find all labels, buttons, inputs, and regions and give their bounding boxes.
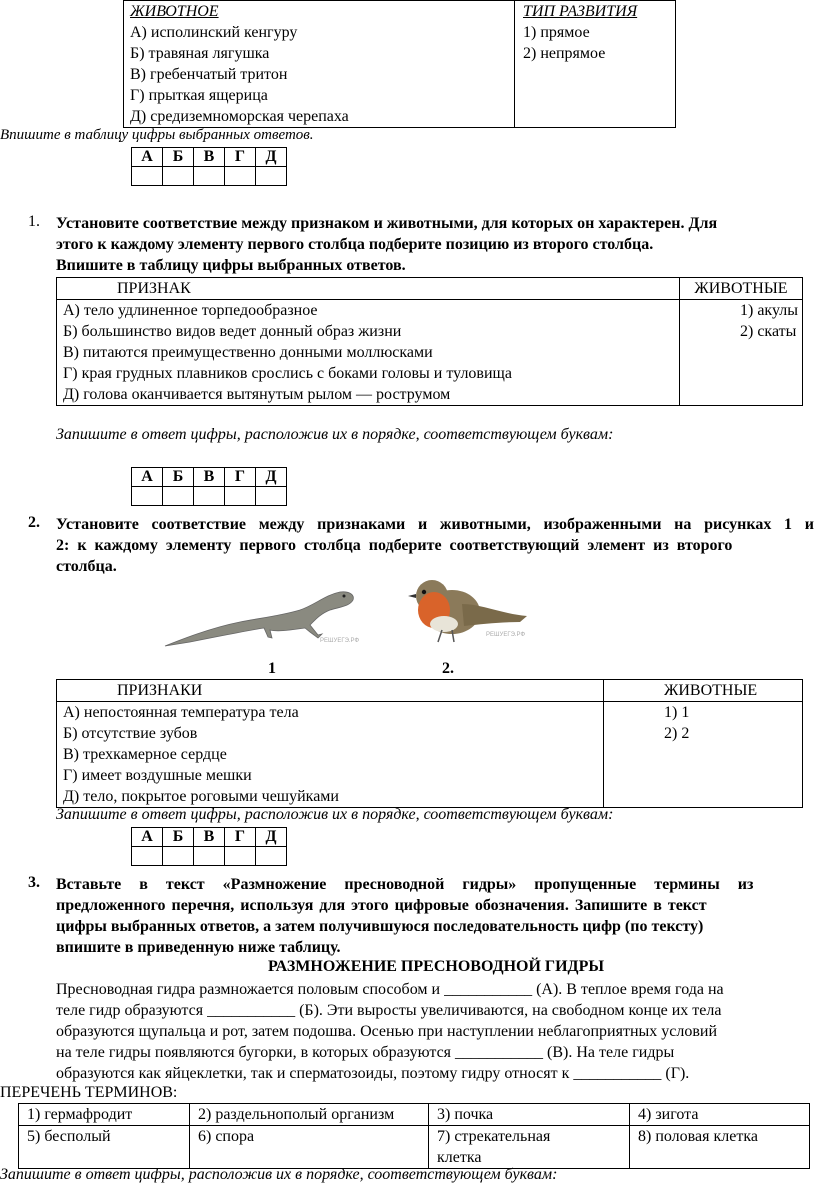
question-number: 2.	[28, 514, 40, 531]
animals-column	[679, 300, 802, 406]
term-cell: 3) почка	[429, 1104, 630, 1126]
feature-item: Г) имеет воздушные мешки	[63, 767, 252, 784]
features-header: ПРИЗНАКИ	[57, 680, 604, 702]
answer-cell[interactable]	[256, 167, 287, 186]
image-label-2: 2.	[442, 660, 454, 677]
passage-title: РАЗМНОЖЕНИЕ ПРЕСНОВОДНОЙ ГИДРЫ	[267, 958, 605, 975]
development-type-header: ТИП РАЗВИТИЯ	[523, 3, 638, 20]
question-line: цифры выбранных ответов, а затем получившуюся последовательность цифр (по тексту)	[56, 918, 704, 935]
features-column	[57, 300, 680, 406]
question-number: 1.	[28, 213, 40, 230]
term-cell: 1) гермафродит	[19, 1104, 190, 1126]
answer-letter: Б	[163, 148, 194, 167]
animals-column	[604, 702, 803, 808]
term-cell: 4) зигота	[630, 1104, 810, 1126]
feature-header: ПРИЗНАК	[57, 278, 680, 300]
question-text	[56, 514, 814, 577]
animals-header: ЖИВОТНЫЕ	[604, 680, 803, 702]
term-cell: 6) спора	[190, 1126, 429, 1169]
answer-letter: Г	[225, 148, 256, 167]
answer-letter: А	[132, 148, 163, 167]
answer-cell[interactable]	[225, 487, 256, 506]
answer-cell[interactable]	[163, 487, 194, 506]
answer-cell[interactable]	[225, 167, 256, 186]
animal-header: ЖИВОТНОЕ	[130, 3, 219, 20]
answer-cell[interactable]	[132, 847, 163, 866]
question-line: Установите соответствие между признаками и животными, изображенными на рисунках 1 и	[56, 516, 814, 533]
answer-cell[interactable]	[256, 487, 287, 506]
answer-cell[interactable]	[132, 167, 163, 186]
instruction-text: Впишите в таблицу цифры выбранных ответов.	[0, 127, 314, 143]
image-label-1: 1	[268, 660, 276, 677]
feature-item: Д) голова оканчивается вытянутым рылом — рострумом	[63, 386, 451, 403]
answer-letter: А	[132, 828, 163, 847]
question-text	[56, 874, 814, 958]
question-line: предложенного перечня, используя для этого цифровые обозначения. Запишите в текст	[56, 897, 707, 914]
term-cell: 8) половая клетка	[630, 1126, 810, 1169]
question-number: 3.	[28, 874, 40, 891]
feature-item: А) непостоянная температура тела	[63, 704, 299, 721]
answer-instruction: Запишите в ответ цифры, расположив их в порядке, соответствующем буквам:	[56, 806, 614, 823]
animal-item: Б) травяная лягушка	[130, 45, 270, 62]
answer-letter: Д	[256, 148, 287, 167]
answer-letter: А	[132, 468, 163, 487]
answer-cell[interactable]	[163, 847, 194, 866]
development-type-column	[515, 1, 676, 128]
question-line: впишите в приведенную ниже таблицу.	[56, 939, 341, 956]
terms-table	[18, 1103, 810, 1169]
features-column	[57, 702, 604, 808]
animal-item: Г) прыткая ящерица	[130, 87, 268, 104]
feature-item: Г) края грудных плавников срослись с боками головы и туловища	[63, 365, 512, 382]
answer-table	[131, 147, 287, 186]
answer-letter: В	[194, 828, 225, 847]
feature-item: Д) тело, покрытое роговыми чешуйками	[63, 788, 339, 805]
question-line: 2: к каждому элементу первого столбца подберите соответствующий элемент из второго	[56, 537, 733, 554]
animal-column	[124, 1, 515, 128]
animal-option: 2) 2	[664, 725, 690, 742]
feature-item: В) питаются преимущественно донными моллюсками	[63, 344, 433, 361]
watermark: РЕШУЕГЭ.РФ	[320, 638, 360, 644]
question-line: Вставьте в текст «Размножение пресноводной гидры» пропущенные термины из	[56, 876, 754, 893]
passage-line: теле гидр образуются ___________ (Б). Эти выросты увеличиваются, на свободном конце их тела	[56, 1002, 722, 1019]
question-line: Установите соответствие между признаком и животными, для которых он характерен. Для	[56, 215, 718, 232]
animal-option: 1) акулы	[739, 302, 798, 319]
term-cell: 5) бесполый	[19, 1126, 190, 1169]
robin-image	[402, 574, 532, 644]
term-cell: 2) раздельнополый организм	[190, 1104, 429, 1126]
question-text	[56, 213, 814, 276]
answer-cell[interactable]	[225, 847, 256, 866]
answer-letter: Г	[225, 468, 256, 487]
answer-letter: Б	[163, 468, 194, 487]
answer-letter: Г	[225, 828, 256, 847]
development-type-item: 1) прямое	[523, 24, 590, 41]
passage-text	[56, 979, 724, 1084]
animals-header: ЖИВОТНЫЕ	[679, 278, 802, 300]
animal-item: А) исполинский кенгуру	[130, 24, 298, 41]
term-cell: 7) стрекательная клетка	[429, 1126, 630, 1169]
feature-item: В) трехкамерное сердце	[63, 746, 227, 763]
feature-item: Б) большинство видов ведет донный образ жизни	[63, 323, 402, 340]
match-table-2	[56, 679, 803, 808]
answer-cell[interactable]	[194, 487, 225, 506]
development-type-item: 2) непрямое	[523, 45, 606, 62]
answer-table	[131, 827, 287, 866]
animal-item: В) гребенчатый тритон	[130, 66, 288, 83]
animal-option: 1) 1	[664, 704, 690, 721]
passage-line: образуются щупальца и рот, затем подошва. Осенью при наступлении неблагоприятных условий	[56, 1023, 718, 1040]
development-type-table	[123, 0, 676, 128]
answer-table	[131, 467, 287, 506]
lizard-image	[160, 580, 360, 650]
passage-line: Пресноводная гидра размножается половым способом и ___________ (А). В теплое время года на	[56, 981, 724, 998]
watermark: РЕШУЕГЭ.РФ	[486, 632, 526, 638]
question-line: столбца.	[56, 558, 117, 575]
feature-item: А) тело удлиненное торпедообразное	[63, 302, 318, 319]
answer-letter: Д	[256, 468, 287, 487]
answer-letter: Б	[163, 828, 194, 847]
answer-cell[interactable]	[163, 167, 194, 186]
feature-item: Б) отсутствие зубов	[63, 725, 198, 742]
terms-header: ПЕРЕЧЕНЬ ТЕРМИНОВ:	[0, 1084, 178, 1101]
answer-letter: Д	[256, 828, 287, 847]
answer-cell[interactable]	[194, 167, 225, 186]
answer-letter: В	[194, 148, 225, 167]
match-table-1	[56, 277, 803, 406]
animal-option: 2) скаты	[739, 323, 797, 340]
answer-cell[interactable]	[194, 847, 225, 866]
animal-item: Д) средиземноморская черепаха	[130, 108, 349, 125]
answer-cell[interactable]	[132, 487, 163, 506]
answer-instruction: Запишите в ответ цифры, расположив их в порядке, соответствующем буквам:	[56, 426, 614, 443]
question-line: этого к каждому элементу первого столбца подберите позицию из второго столбца.	[56, 236, 654, 253]
answer-cell[interactable]	[256, 847, 287, 866]
passage-line: образуются как яйцеклетки, так и сперматозоиды, поэтому гидру относят к ___________ (Г).	[56, 1065, 690, 1082]
answer-instruction: Запишите в ответ цифры, расположив их в порядке, соответствующем буквам:	[0, 1166, 558, 1183]
answer-letter: В	[194, 468, 225, 487]
question-line: Впишите в таблицу цифры выбранных ответов.	[56, 257, 406, 274]
passage-line: на теле гидры появляются бугорки, в которых образуются ___________ (В). На теле гидры	[56, 1044, 675, 1061]
